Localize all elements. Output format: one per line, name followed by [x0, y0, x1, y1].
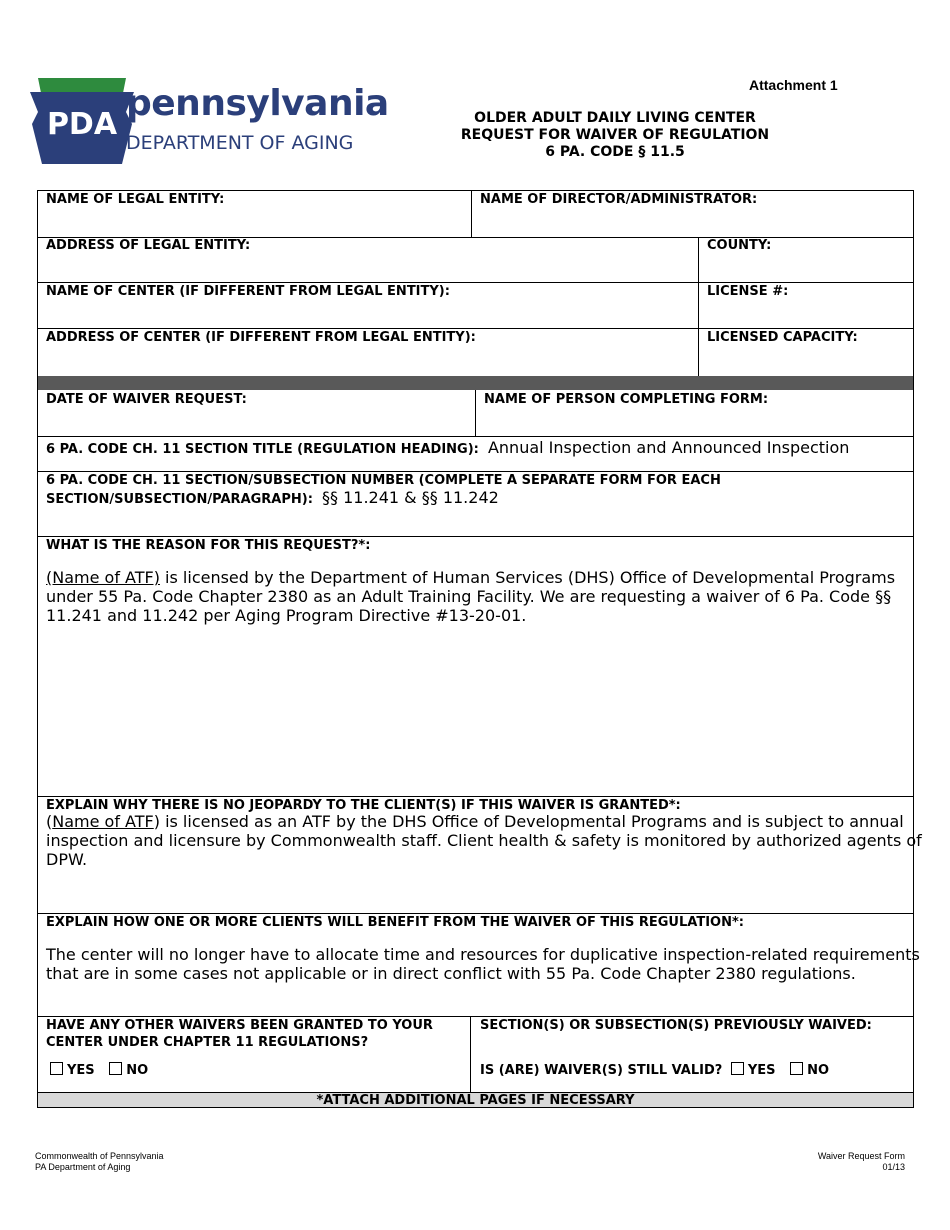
section-title-value: Annual Inspection and Announced Inspection — [487, 438, 850, 457]
legal-address-label: ADDRESS OF LEGAL ENTITY: — [46, 238, 251, 253]
footer-form-name: Waiver Request Form — [817, 1151, 905, 1161]
column-divider — [471, 191, 472, 237]
other-waivers-no-checkbox[interactable] — [109, 1062, 122, 1075]
date-request-label: DATE OF WAIVER REQUEST: — [46, 392, 247, 407]
licensed-capacity-label: LICENSED CAPACITY: — [707, 330, 858, 345]
jeopardy-line-1: ) is licensed as an ATF by the DHS Office of Developmental Programs and is subject to annual — [153, 812, 904, 831]
jeopardy-line-2: inspection and licensure by Commonwealth staff. Client health & safety is monitored by authorized agents of — [46, 831, 922, 850]
other-waivers-line-1: HAVE ANY OTHER WAIVERS BEEN GRANTED TO YOUR — [46, 1018, 433, 1033]
previously-waived-label: SECTION(S) OR SUBSECTION(S) PREVIOUSLY WAIVED: — [480, 1018, 872, 1033]
section-number-value: §§ 11.241 & §§ 11.242 — [322, 488, 499, 507]
benefit-line-2: that are in some cases not applicable or in direct conflict with 55 Pa. Code Chapter 2380 regulations. — [46, 964, 856, 983]
reason-line-3: 11.241 and 11.242 per Aging Program Directive #13-20-01. — [46, 606, 527, 625]
section-title-row — [46, 438, 849, 458]
center-name-label: NAME OF CENTER (IF DIFFERENT FROM LEGAL ENTITY): — [46, 284, 450, 299]
column-divider — [698, 237, 699, 376]
logo-wordmark: pennsylvania — [126, 83, 389, 124]
attach-pages-note: *ATTACH ADDITIONAL PAGES IF NECESSARY — [316, 1093, 635, 1108]
title-line-2: REQUEST FOR WAIVER OF REGULATION — [460, 127, 770, 143]
reason-text — [46, 568, 895, 625]
jeopardy-label: EXPLAIN WHY THERE IS NO JEOPARDY TO THE CLIENT(S) IF THIS WAIVER IS GRANTED*: — [46, 798, 681, 813]
jeopardy-line-3: DPW. — [46, 850, 88, 869]
other-waivers-label — [46, 1017, 433, 1051]
still-valid-row — [480, 1062, 829, 1079]
page-footer-left — [35, 1151, 164, 1173]
column-divider — [470, 1016, 471, 1092]
footer-dept: PA Department of Aging — [35, 1162, 131, 1172]
benefit-line-1: The center will no longer have to allocate time and resources for duplicative inspection-related requirements — [46, 945, 920, 964]
person-completing-label: NAME OF PERSON COMPLETING FORM: — [484, 392, 769, 407]
footer-form-date: 01/13 — [882, 1162, 905, 1172]
jeopardy-open-paren: ( — [46, 812, 53, 831]
benefit-label: EXPLAIN HOW ONE OR MORE CLIENTS WILL BENEFIT FROM THE WAIVER OF THIS REGULATION*: — [46, 915, 744, 930]
county-label: COUNTY: — [707, 238, 772, 253]
reason-line-2: under 55 Pa. Code Chapter 2380 as an Adult Training Facility. We are requesting a waiver of 6 Pa. Code §§ — [46, 587, 892, 606]
legal-entity-label: NAME OF LEGAL ENTITY: — [46, 192, 225, 207]
form-title — [452, 110, 778, 161]
yes-label: YES — [67, 1063, 95, 1078]
other-waivers-options — [50, 1062, 148, 1079]
jeopardy-atf-name: Name of ATF — [52, 812, 154, 831]
reason-line-1: is licensed by the Department of Human Services (DHS) Office of Developmental Programs — [159, 568, 896, 587]
director-label: NAME OF DIRECTOR/ADMINISTRATOR: — [480, 192, 758, 207]
benefit-text — [46, 945, 920, 983]
still-valid-yes-checkbox[interactable] — [731, 1062, 744, 1075]
reason-atf-name: (Name of ATF) — [46, 568, 160, 587]
row-divider — [38, 436, 913, 437]
attachment-label: Attachment 1 — [749, 77, 838, 93]
page-footer-right — [810, 1151, 905, 1173]
logo-initials: PDA — [46, 107, 118, 142]
other-waivers-line-2: CENTER UNDER CHAPTER 11 REGULATIONS? — [46, 1035, 369, 1050]
other-waivers-yes-checkbox[interactable] — [50, 1062, 63, 1075]
section-number-label-line2: SECTION/SUBSECTION/PARAGRAPH): — [46, 492, 313, 507]
reason-label: WHAT IS THE REASON FOR THIS REQUEST?*: — [46, 538, 371, 553]
still-valid-no-checkbox[interactable] — [790, 1062, 803, 1075]
center-address-label: ADDRESS OF CENTER (IF DIFFERENT FROM LEGAL ENTITY): — [46, 330, 476, 345]
no-label: NO — [807, 1063, 829, 1078]
section-number-label-line1: 6 PA. CODE CH. 11 SECTION/SUBSECTION NUMBER (COMPLETE A SEPARATE FORM FOR EACH — [46, 473, 721, 488]
title-line-1: OLDER ADULT DAILY LIVING CENTER — [474, 110, 756, 126]
section-number-row — [46, 488, 499, 508]
logo-subtitle: DEPARTMENT OF AGING — [126, 132, 354, 154]
license-label: LICENSE #: — [707, 284, 789, 299]
no-label: NO — [126, 1063, 149, 1078]
jeopardy-text — [46, 812, 922, 869]
title-line-3: 6 PA. CODE § 11.5 — [545, 144, 685, 160]
section-title-label: 6 PA. CODE CH. 11 SECTION TITLE (REGULATION HEADING): — [46, 442, 479, 457]
section-separator-band — [38, 376, 913, 390]
column-divider — [475, 390, 476, 436]
footer-org: Commonwealth of Pennsylvania — [35, 1151, 164, 1161]
yes-label: YES — [747, 1063, 776, 1078]
still-valid-label: IS (ARE) WAIVER(S) STILL VALID? — [480, 1063, 723, 1078]
